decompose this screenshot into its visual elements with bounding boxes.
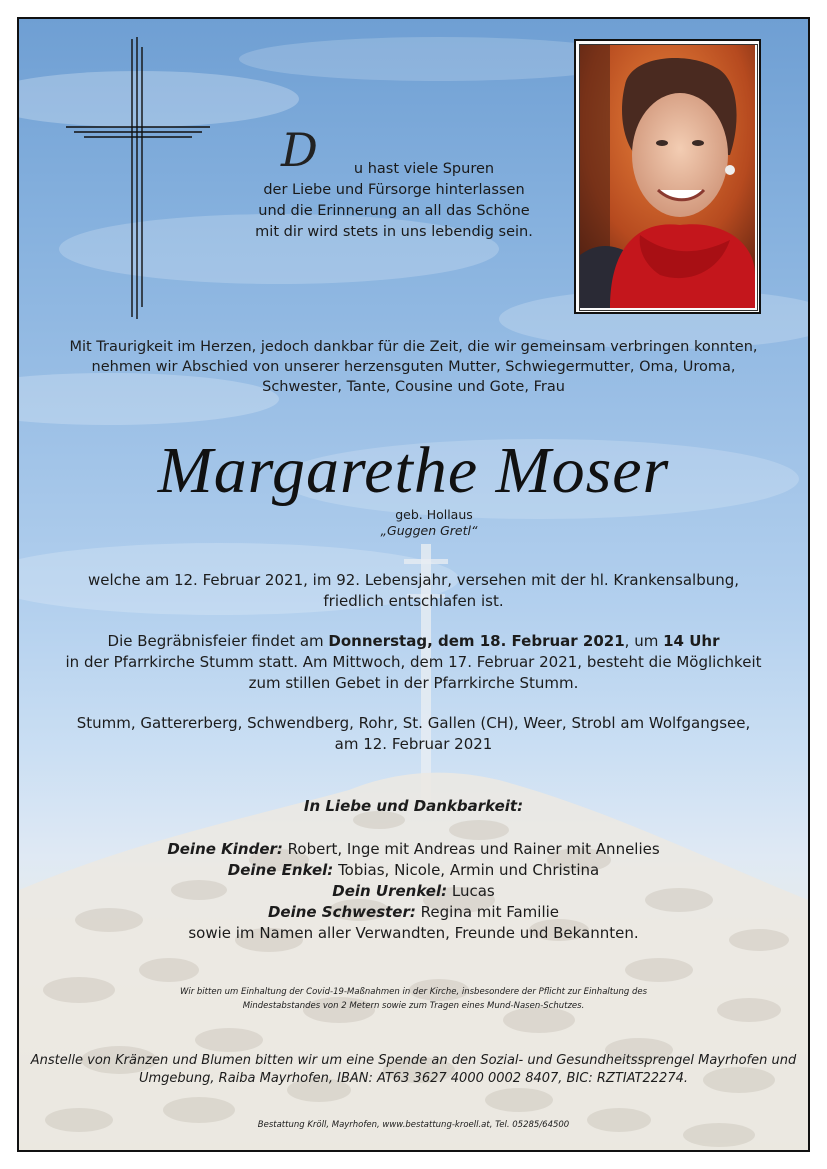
death-notice-line: welche am 12. Februar 2021, im 92. Lebensjahr, versehen mit der hl. Krankensalbung, [87,571,740,589]
mourners-value: Lucas [447,882,495,900]
poem-line: der Liebe und Fürsorge hinterlassen [263,182,525,198]
mourners-great-grandchildren [19,881,808,902]
places-line: Stumm, Gattererberg, Schwendberg, Rohr, St. Gallen (CH), Weer, Strobl am Wolfgangsee, [76,714,751,732]
mourners-heading: In Liebe und Dankbarkeit: [303,797,524,815]
portrait-image [580,45,755,308]
donation-line: Umgebung, Raiba Mayrhofen, IBAN: AT63 3627 4000 0002 8407, BIC: RZTIAT22274. [138,1071,688,1086]
mourners-others: sowie im Namen aller Verwandten, Freunde und Bekannten. [188,924,639,942]
poem-line: u hast viele Spuren [353,161,495,177]
funeral-line: zum stillen Gebet in der Pfarrkirche Stumm. [248,674,579,692]
maiden-name: geb. Hollaus [395,507,473,522]
places-line: am 12. Februar 2021 [334,735,493,753]
funeral-time: 14 Uhr [663,632,720,650]
mourners-value: Tobias, Nicole, Armin und Christina [333,861,600,879]
intro-text [19,337,808,397]
poem [234,159,554,243]
places-date [19,713,808,755]
mourners-children [19,839,808,860]
poem-drop-cap: D [281,123,318,177]
donation-line: Anstelle von Kränzen und Blumen bitten wir um eine Spende an den Sozial- und Gesundheitssprengel Mayrhofen und [30,1053,797,1068]
nickname: „Guggen Gretl“ [380,523,478,538]
funeral-line: in der Pfarrkirche Stumm statt. Am Mittwoch, dem 17. Februar 2021, besteht die Möglichkeit [65,653,762,671]
mourners-sister [19,902,808,923]
covid-line: Mindestabstandes von 2 Metern sowie zum Tragen eines Mund-Nasen-Schutzes. [242,1001,585,1011]
intro-line: nehmen wir Abschied von unserer herzensguten Mutter, Schwiegermutter, Oma, Uroma, [91,359,736,375]
donation-request [19,1052,808,1088]
cross-icon [64,37,212,322]
intro-line: Mit Traurigkeit im Herzen, jedoch dankbar für die Zeit, die wir gemeinsam verbringen konnten, [69,339,758,355]
portrait-photo [574,39,761,314]
funeral-line [19,631,808,652]
funeral-info [19,631,808,694]
intro-line: Schwester, Tante, Cousine und Gote, Frau [262,379,565,395]
mourners-label: Deine Kinder: [167,840,283,858]
mourners-grandchildren [19,860,808,881]
funeral-prefix: Die Begräbnisfeier findet am [107,632,329,650]
mourners-label: Dein Urenkel: [332,882,448,900]
mourners-label: Deine Enkel: [227,861,334,879]
funeral-home-footer: Bestattung Kröll, Mayrhofen, www.bestattung-kroell.at, Tel. 05285/64500 [257,1120,570,1130]
mourners-value: Regina mit Familie [415,903,560,921]
mourners-label: Deine Schwester: [267,903,416,921]
deceased-name: Margarethe Moser [157,434,670,507]
death-notice-line: friedlich entschlafen ist. [323,592,504,610]
mourners-list [19,839,808,944]
poem-line: und die Erinnerung an all das Schöne [258,203,530,219]
poem-line: mit dir wird stets in uns lebendig sein. [255,224,533,240]
obituary-card [17,17,810,1152]
mourners-value: Robert, Inge mit Andreas und Rainer mit Annelies [282,840,660,858]
funeral-mid: , um [624,632,664,650]
funeral-date: Donnerstag, dem 18. Februar 2021 [328,632,625,650]
death-notice [19,570,808,612]
covid-notice [19,985,808,1013]
covid-line: Wir bitten um Einhaltung der Covid-19-Maßnahmen in der Kirche, insbesondere der Pflicht zur Einhaltung des [179,987,648,997]
